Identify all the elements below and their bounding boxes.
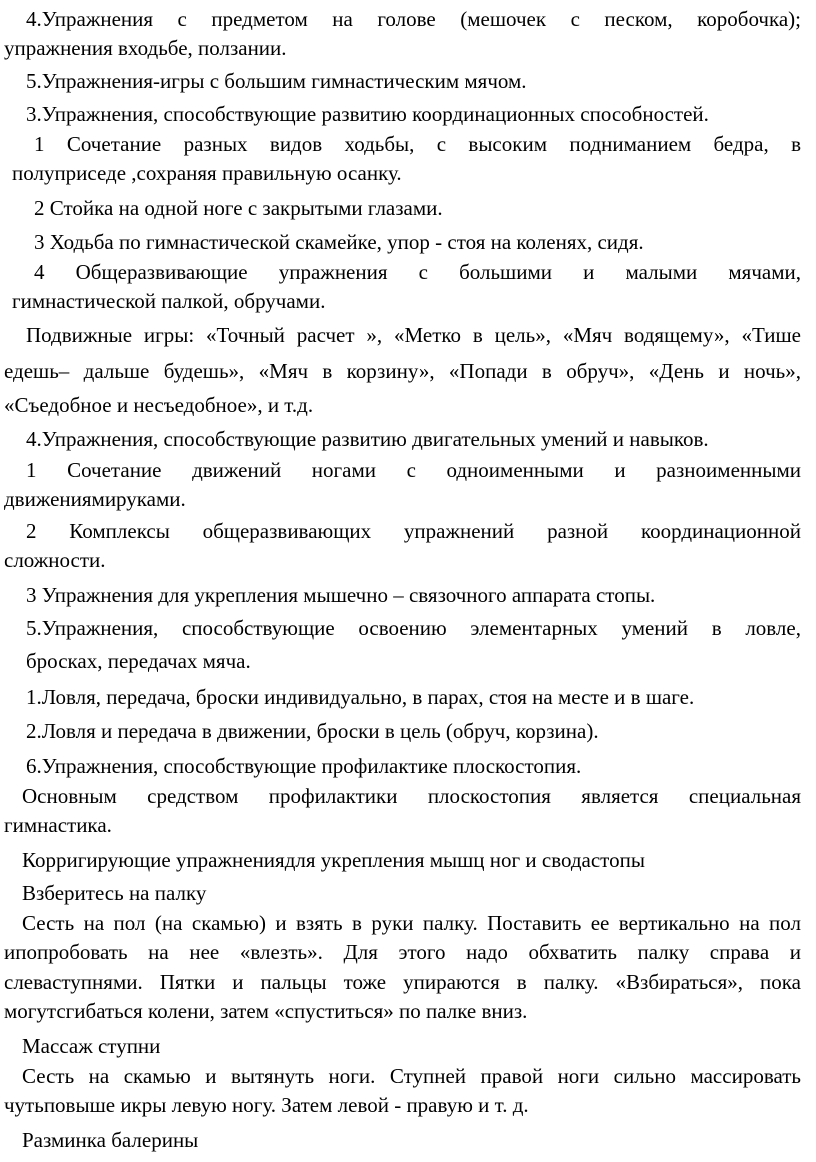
- text-line: 3.Упражнения, способствующие развитию координационных способностей.: [26, 102, 709, 126]
- text-line: 1 Сочетание разных видов ходьбы, с высоким подниманием бедра, в: [34, 132, 801, 156]
- text-line: едешь– дальше будешь», «Мяч в корзину», «Попади в обруч», «День и ночь»,: [4, 359, 801, 383]
- text-line: 5.Упражнения, способствующие освоению элементарных умений в ловле,: [26, 616, 801, 640]
- text-line: 4.Упражнения с предметом на голове (мешочек с песком, коробочка);: [26, 7, 801, 31]
- text-line: слеваступнями. Пятки и пальцы тоже упираются в палку. «Взбираться», пока: [4, 970, 801, 994]
- text-line: 3 Ходьба по гимнастической скамейке, упор - стоя на коленях, сидя.: [34, 230, 644, 254]
- text-line: Сесть на скамью и вытянуть ноги. Ступней правой ноги сильно массировать: [22, 1064, 801, 1088]
- text-line: гимнастической палкой, обручами.: [12, 289, 326, 313]
- text-line: 4 Общеразвивающие упражнения с большими и малыми мячами,: [34, 260, 801, 284]
- text-line: гимнастика.: [4, 813, 112, 837]
- text-line: Массаж ступни: [22, 1034, 161, 1058]
- text-line: 5.Упражнения-игры с большим гимнастическим мячом.: [26, 69, 527, 93]
- text-line: Основным средством профилактики плоскостопия является специальная: [22, 784, 801, 808]
- text-line: движениямируками.: [4, 487, 186, 511]
- text-line: 4.Упражнения, способствующие развитию двигательных умений и навыков.: [26, 427, 709, 451]
- text-line: Корригирующие упражнениядля укрепления мышц ног и сводастопы: [22, 848, 645, 872]
- text-line: могутсгибаться колени, затем «спуститься» по палке вниз.: [4, 999, 528, 1023]
- text-line: 1.Ловля, передача, броски индивидуально, в парах, стоя на месте и в шаге.: [26, 685, 695, 709]
- text-line: «Съедобное и несъедобное», и т.д.: [4, 393, 314, 417]
- text-line: 2 Комплексы общеразвивающих упражнений разной координационной: [26, 519, 801, 543]
- text-line: 2 Стойка на одной ноге с закрытыми глазами.: [34, 196, 443, 220]
- text-line: Подвижные игры: «Точный расчет », «Метко в цель», «Мяч водящему», «Тише: [26, 323, 801, 347]
- text-line: Взберитесь на палку: [22, 881, 207, 905]
- text-line: бросках, передачах мяча.: [26, 649, 251, 673]
- text-line: ипопробовать на нее «влезть». Для этого надо обхватить палку справа и: [4, 940, 801, 964]
- text-line: полуприседе ,сохраняя правильную осанку.: [12, 161, 402, 185]
- text-line: 6.Упражнения, способствующие профилактике плоскостопия.: [26, 754, 582, 778]
- text-line: 1 Сочетание движений ногами с одноименными и разноименными: [26, 458, 801, 482]
- text-line: 3 Упражнения для укрепления мышечно – связочного аппарата стопы.: [26, 583, 656, 607]
- text-line: Разминка балерины: [22, 1128, 199, 1152]
- text-line: сложности.: [4, 548, 106, 572]
- text-line: чутьповыше икры левую ногу. Затем левой - правую и т. д.: [4, 1093, 529, 1117]
- text-line: упражнения входьбе, ползании.: [4, 36, 287, 60]
- text-line: Сесть на пол (на скамью) и взять в руки палку. Поставить ее вертикально на пол: [22, 911, 801, 935]
- text-line: 2.Ловля и передача в движении, броски в цель (обруч, корзина).: [26, 719, 599, 743]
